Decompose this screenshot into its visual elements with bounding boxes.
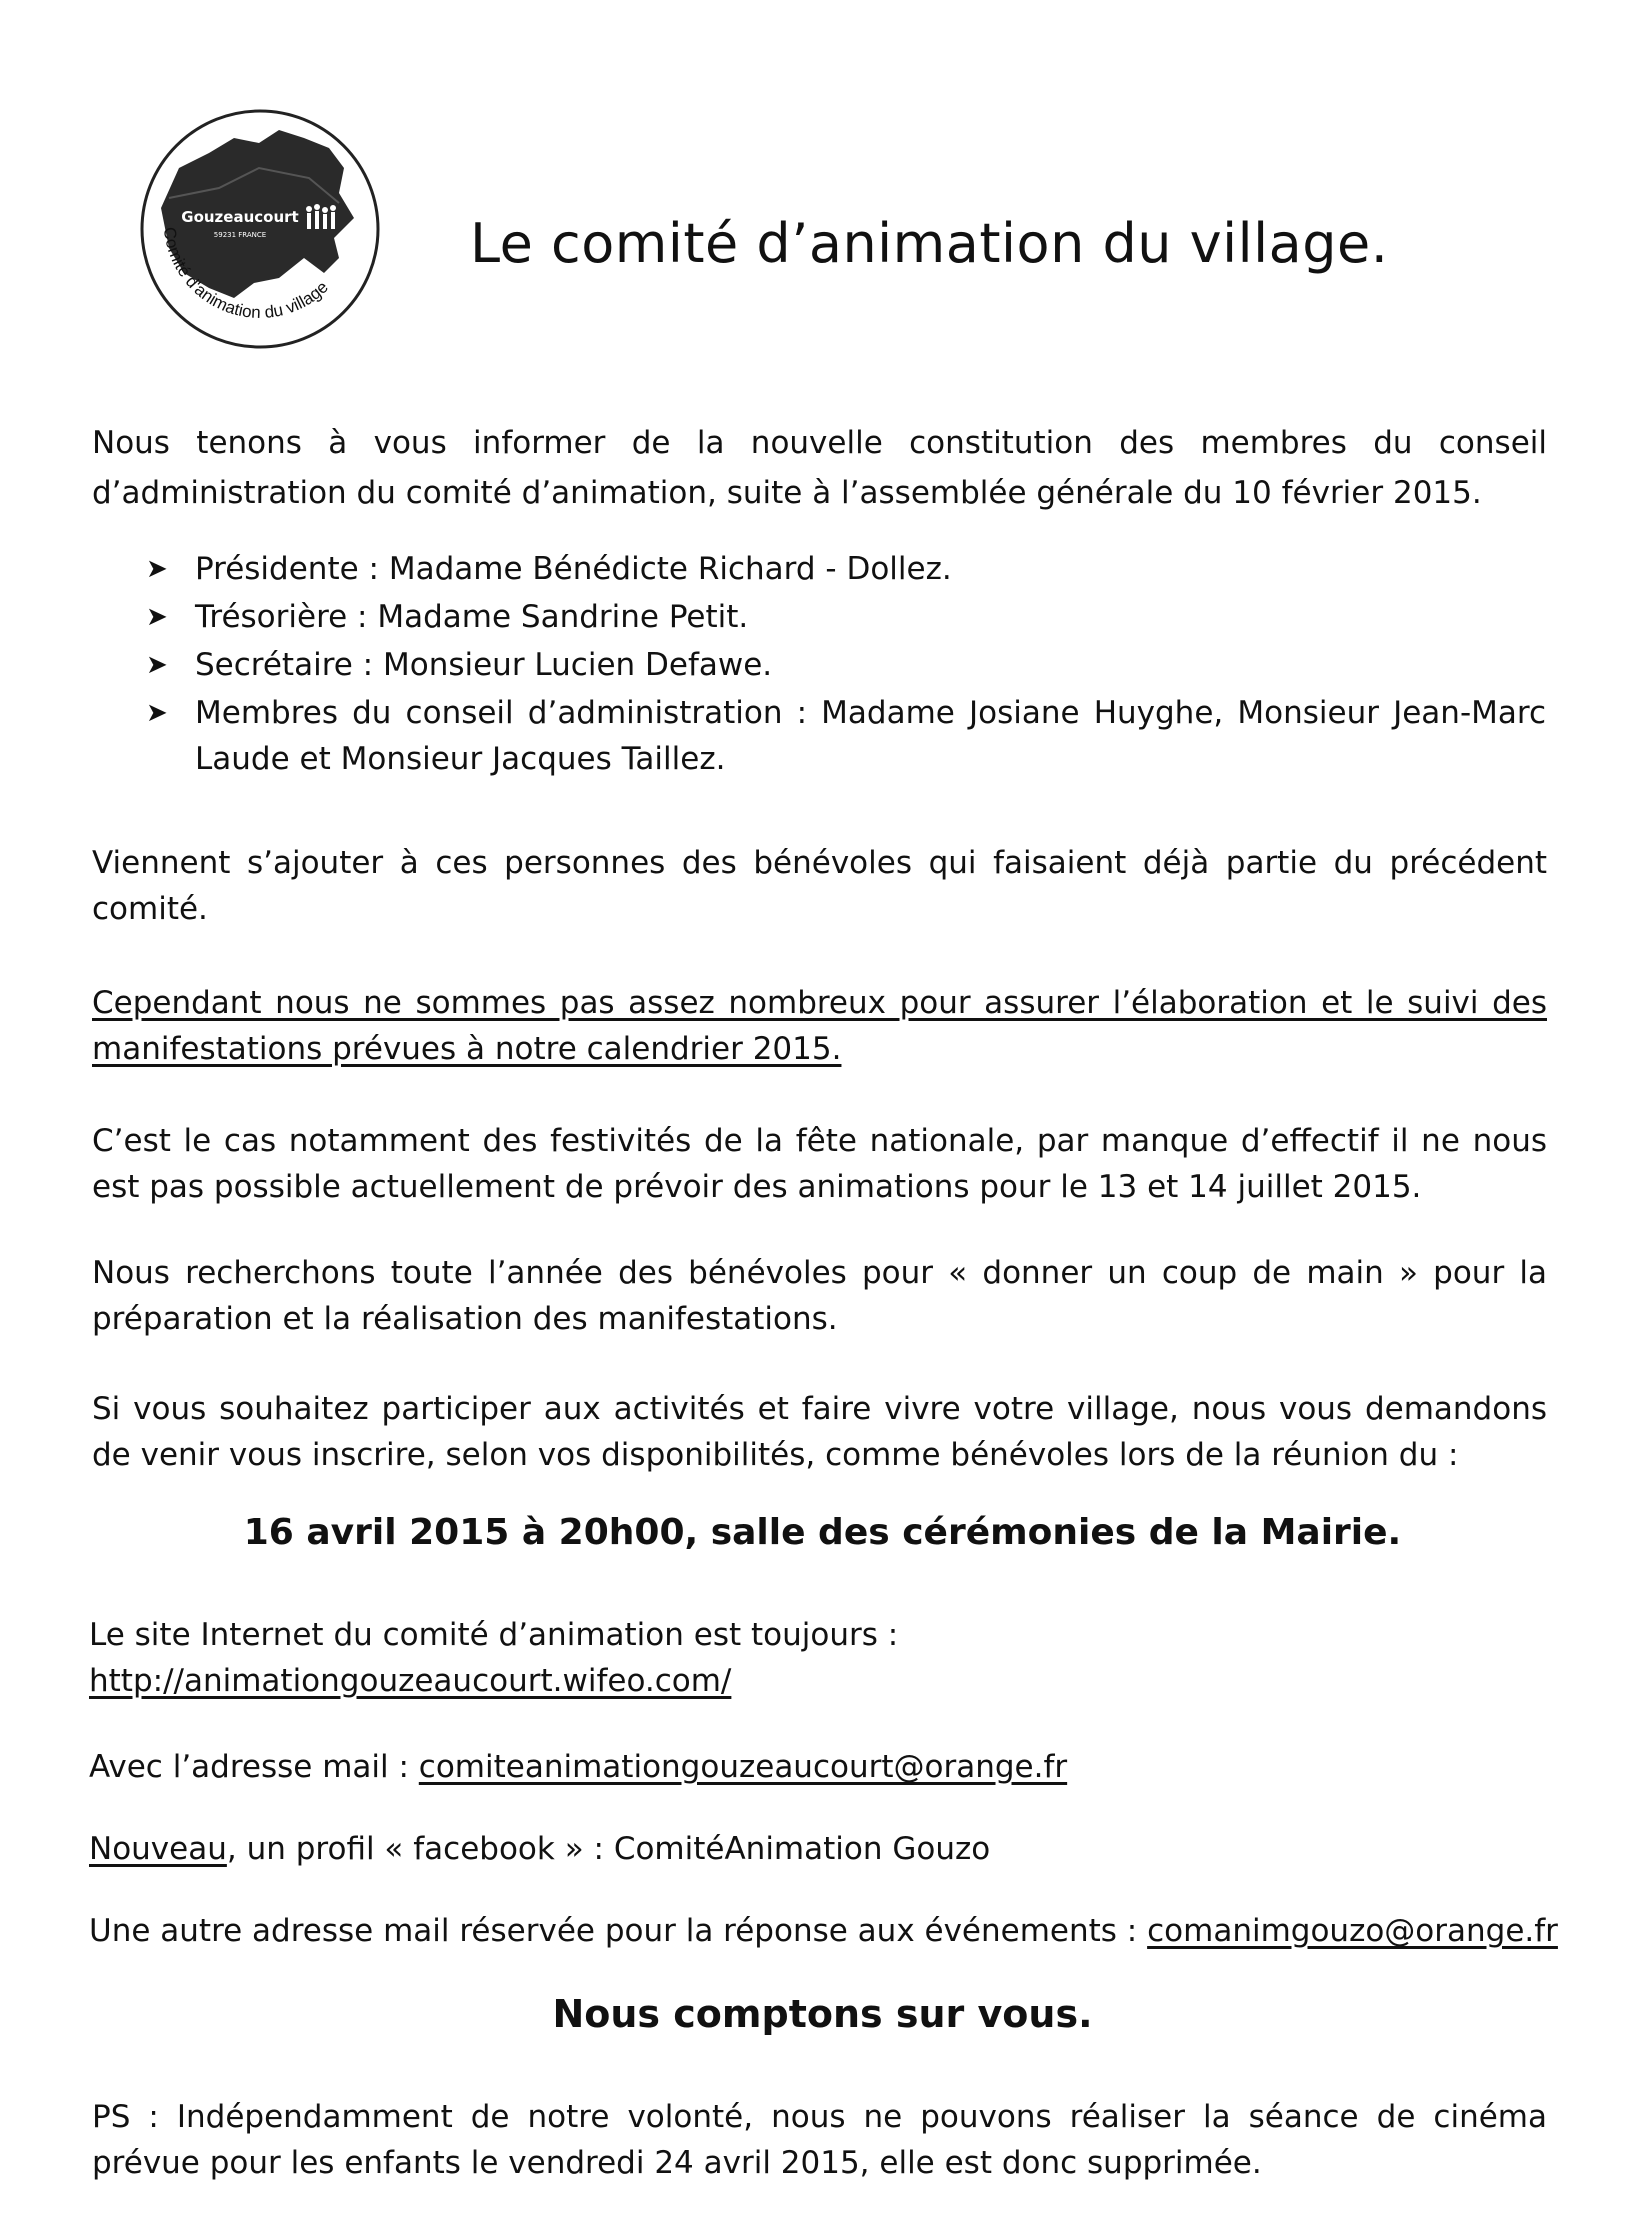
invite-paragraph: Si vous souhaitez participer aux activités et faire vivre votre village, nous vous demandons de venir vous inscrire, selon vos disponibilités, comme bénévoles lors de la réunion du :	[92, 1391, 1547, 1473]
closing-statement: Nous comptons sur vous.	[552, 1992, 1093, 2036]
meeting-announcement: 16 avril 2015 à 20h00, salle des cérémonies de la Mairie.	[243, 1512, 1402, 1553]
new-label: Nouveau	[89, 1831, 227, 1867]
website-link[interactable]: http://animationgouzeaucourt.wifeo.com/	[89, 1663, 732, 1699]
events-mail-link[interactable]: comanimgouzo@orange.fr	[1147, 1913, 1558, 1949]
website-label: Le site Internet du comité d’animation est toujours :	[89, 1617, 899, 1653]
logo-ring-text	[139, 108, 381, 350]
intro-line-1: Nous tenons à vous informer de la nouvelle constitution des membres du conseil	[92, 425, 1547, 461]
volunteers-paragraph: Viennent s’ajouter à ces personnes des bénévoles qui faisaient déjà partie du précédent comité.	[92, 845, 1547, 927]
svg-text:Comité d'animation du village: Comité d'animation du village	[159, 226, 332, 322]
search-paragraph: Nous recherchons toute l’année des bénévoles pour « donner un coup de main » pour la préparation et la réalisation des manifestations.	[92, 1255, 1547, 1337]
website-url	[89, 1658, 731, 1704]
list-item: ➤ Trésorière : Madame Sandrine Petit.	[146, 599, 749, 635]
intro-line-2: d’administration du comité d’animation, suite à l’assemblée générale du 10 février 2015.	[92, 475, 1482, 511]
email-line: Avec l’adresse mail : comiteanimationgouzeaucourt@orange.fr	[89, 1749, 1068, 1785]
national-day-paragraph: C’est le cas notamment des festivités de la fête nationale, par manque d’effectif il ne nous est pas possible actuellement de prévoir des animations pour le 13 et 14 juillet 2015.	[92, 1123, 1547, 1205]
board-members-list	[146, 546, 1546, 784]
logo-postcode: 59231 FRANCE	[213, 231, 267, 239]
ps-paragraph: PS : Indépendamment de notre volonté, nous ne pouvons réaliser la séance de cinéma prévue pour les enfants le vendredi 24 avril 2015, elle est donc supprimée.	[92, 2099, 1547, 2181]
events-mail-line: Une autre adresse mail réservée pour la réponse aux événements : comanimgouzo@orange.fr	[89, 1913, 1558, 1949]
email-link[interactable]: comiteanimationgouzeaucourt@orange.fr	[418, 1749, 1068, 1785]
list-item: ➤ Présidente : Madame Bénédicte Richard - Dollez.	[146, 551, 952, 587]
logo-name: Gouzeaucourt	[181, 208, 299, 226]
list-item: ➤ Membres du conseil d’administration : Madame Josiane Huyghe, Monsieur Jean-Marc Laude et Monsieur Jacques Taillez.	[146, 695, 1546, 777]
facebook-line: Nouveau, un profil « facebook » : ComitéAnimation Gouzo	[89, 1831, 991, 1867]
list-item: ➤ Secrétaire : Monsieur Lucien Defawe.	[146, 647, 773, 683]
however-paragraph: Cependant nous ne sommes pas assez nombreux pour assurer l’élaboration et le suivi des manifestations prévues à notre calendrier 2015.	[92, 985, 1547, 1067]
page-title: Le comité d’animation du village.	[470, 212, 1389, 275]
